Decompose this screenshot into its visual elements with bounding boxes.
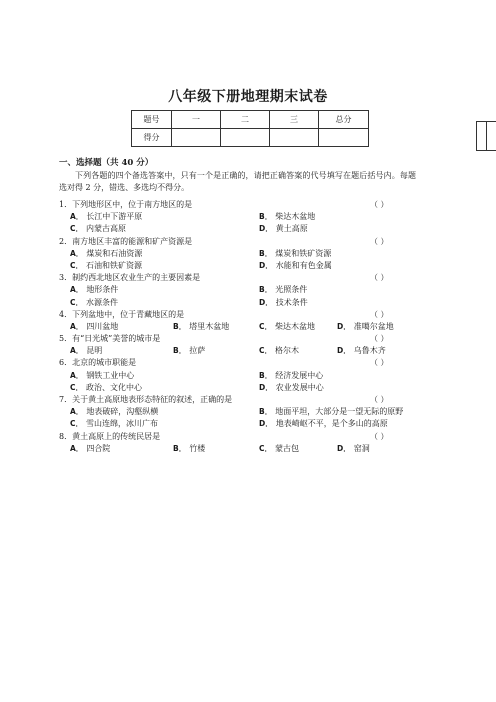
option-text: 长江中下游平原: [86, 212, 143, 222]
score-cell: [221, 129, 270, 147]
answer-option: [70, 297, 118, 309]
option-text: 水源条件: [86, 297, 119, 307]
option-letter: C．: [259, 443, 273, 453]
page-title: 八年级下册地理期末试卷: [168, 89, 328, 105]
option-text: 政治、文化中心: [86, 382, 143, 392]
option-letter: C．: [259, 321, 273, 331]
answer-option: [70, 382, 142, 394]
options-row: [59, 406, 411, 418]
score-cell: 三: [270, 111, 319, 129]
score-cell: 一: [172, 111, 221, 129]
option-text: 窑洞: [353, 443, 370, 453]
option-text: 地表崎岖不平，是个多山的高原: [275, 419, 388, 429]
options-row: [59, 260, 411, 272]
answer-option: [70, 443, 110, 455]
answer-blank: （ ）: [370, 334, 389, 344]
options-row: [59, 443, 411, 455]
question-stem: [59, 431, 411, 443]
options-row: [59, 284, 411, 296]
question-text: 1．下列地形区中，位于南方地区的是: [59, 200, 193, 209]
question-text: 4．下列盆地中，位于青藏地区的是: [59, 309, 185, 319]
question-text: 7．关于黄土高原地表形态特征的叙述，正确的是: [59, 395, 233, 404]
option-letter: C．: [259, 346, 273, 356]
option-text: 水能和有色金属: [275, 260, 332, 270]
answer-option: [259, 382, 324, 394]
answer-option: [70, 370, 134, 382]
answer-option: [173, 321, 229, 333]
option-letter: D．: [259, 382, 273, 392]
option-text: 经济发展中心: [275, 370, 324, 380]
score-table-score-row: [132, 129, 369, 147]
answer-option: [337, 321, 394, 333]
option-text: 煤炭和铁矿资源: [275, 248, 332, 258]
question-stem: [59, 272, 411, 284]
question-text: 8．黄土高原上的传统民居是: [59, 431, 161, 441]
answer-option: [70, 211, 142, 223]
option-letter: C．: [70, 382, 84, 392]
option-text: 内蒙古高原: [86, 224, 127, 234]
options-row: [59, 297, 411, 309]
question-text: 5．有“日光城”美誉的城市是: [59, 334, 161, 344]
question-text: 2．南方地区丰富的能源和矿产资源是: [59, 236, 193, 246]
question-text: 6．北京的城市职能是: [59, 358, 137, 368]
answer-option: [259, 223, 308, 235]
answer-option: [259, 370, 323, 382]
option-letter: D．: [259, 224, 273, 234]
option-letter: D．: [259, 297, 273, 307]
score-cell: [319, 129, 369, 147]
option-text: 煤炭和石油资源: [86, 248, 143, 258]
answer-blank: （ ）: [370, 273, 389, 283]
answer-option: [259, 345, 299, 357]
option-text: 石油和铁矿资源: [86, 260, 143, 270]
option-text: 塔里木盆地: [189, 321, 230, 331]
margin-box-divider: [486, 122, 487, 150]
option-letter: A．: [70, 370, 84, 380]
option-text: 技术条件: [275, 297, 308, 307]
answer-blank: （ ）: [370, 236, 389, 246]
answer-option: [259, 406, 403, 418]
score-table-header-row: [132, 111, 369, 129]
answer-option: [337, 345, 386, 357]
option-text: 蒙古包: [275, 443, 300, 453]
option-text: 拉萨: [189, 346, 206, 356]
options-row: [59, 223, 411, 235]
answer-option: [259, 248, 331, 260]
answer-option: [259, 418, 388, 430]
option-letter: D．: [337, 443, 351, 453]
question-stem: [59, 333, 411, 345]
option-text: 光照条件: [275, 285, 308, 295]
answer-blank: （ ）: [370, 395, 389, 404]
question-stem: [59, 394, 411, 406]
option-letter: B．: [259, 407, 273, 417]
option-letter: D．: [259, 260, 273, 270]
option-text: 柴达木盆地: [275, 321, 316, 331]
option-text: 格尔木: [275, 346, 300, 356]
option-text: 竹楼: [189, 443, 206, 453]
option-text: 四合院: [86, 443, 111, 453]
options-row: [59, 370, 411, 382]
answer-blank: （ ）: [370, 200, 389, 209]
option-letter: B．: [259, 212, 273, 222]
option-letter: B．: [173, 346, 187, 356]
answer-option: [70, 406, 158, 418]
option-text: 黄土高原: [275, 224, 308, 234]
option-letter: C．: [70, 419, 84, 429]
option-letter: B．: [259, 370, 273, 380]
answer-option: [259, 211, 315, 223]
option-text: 地面平坦，大部分是一望无际的原野: [275, 407, 404, 417]
option-letter: B．: [259, 248, 273, 258]
score-cell: 二: [221, 111, 270, 129]
answer-option: [259, 297, 308, 309]
option-letter: A．: [70, 443, 84, 453]
option-letter: C．: [70, 297, 84, 307]
option-letter: C．: [70, 224, 84, 234]
answer-option: [70, 345, 102, 357]
option-text: 乌鲁木齐: [353, 346, 386, 356]
question-stem: [59, 309, 411, 321]
options-row: [59, 345, 411, 357]
score-cell: 得分: [132, 129, 172, 147]
option-text: 地表破碎，沟壑纵横: [86, 407, 159, 417]
option-text: 地形条件: [86, 285, 119, 295]
answer-option: [70, 223, 126, 235]
option-letter: B．: [259, 285, 273, 295]
options-row: [59, 418, 411, 430]
option-letter: D．: [337, 321, 351, 331]
option-text: 农业发展中心: [275, 382, 324, 392]
option-letter: A．: [70, 321, 84, 331]
answer-option: [70, 418, 158, 430]
answer-option: [259, 260, 332, 272]
section-instructions: 下列各题的四个备选答案中，只有一个是正确的，请把正确答案的代号填写在题后括号内。每题选对得 2 分，错选、多选均不得分。: [59, 171, 416, 192]
option-letter: B．: [173, 443, 187, 453]
option-text: 昆明: [86, 346, 103, 356]
question-stem: [59, 236, 411, 248]
score-cell: [172, 129, 221, 147]
question-list: [59, 199, 411, 455]
question-stem: [59, 199, 411, 211]
score-cell: [270, 129, 319, 147]
question-stem: [59, 357, 411, 369]
answer-option: [173, 443, 205, 455]
option-letter: A．: [70, 285, 84, 295]
option-letter: B．: [173, 321, 187, 331]
option-letter: C．: [70, 260, 84, 270]
answer-option: [70, 248, 142, 260]
section-heading: 一、选择题（共 40 分）: [59, 158, 154, 168]
options-row: [59, 321, 411, 333]
option-text: 柴达木盆地: [275, 212, 316, 222]
score-cell: 总分: [319, 111, 369, 129]
option-text: 钢铁工业中心: [86, 370, 135, 380]
answer-blank: （ ）: [370, 309, 389, 319]
option-letter: A．: [70, 346, 84, 356]
answer-option: [70, 321, 118, 333]
answer-blank: （ ）: [370, 358, 389, 368]
option-letter: D．: [337, 346, 351, 356]
option-letter: A．: [70, 248, 84, 258]
question-text: 3．制约西北地区农业生产的主要因素是: [59, 273, 201, 283]
answer-option: [259, 443, 299, 455]
answer-option: [70, 284, 118, 296]
option-text: 雪山连绵，冰川广布: [86, 419, 159, 429]
option-text: 四川盆地: [86, 321, 119, 331]
answer-option: [173, 345, 205, 357]
option-letter: A．: [70, 407, 84, 417]
option-letter: A．: [70, 212, 84, 222]
option-letter: D．: [259, 419, 273, 429]
answer-blank: （ ）: [370, 431, 389, 441]
score-cell: 题号: [132, 111, 172, 129]
options-row: [59, 248, 411, 260]
options-row: [59, 382, 411, 394]
answer-option: [70, 260, 142, 272]
answer-option: [259, 284, 307, 296]
option-text: 准噶尔盆地: [353, 321, 394, 331]
score-table: [131, 110, 369, 147]
answer-option: [337, 443, 370, 455]
margin-score-box: [476, 121, 496, 151]
answer-option: [259, 321, 315, 333]
options-row: [59, 211, 411, 223]
